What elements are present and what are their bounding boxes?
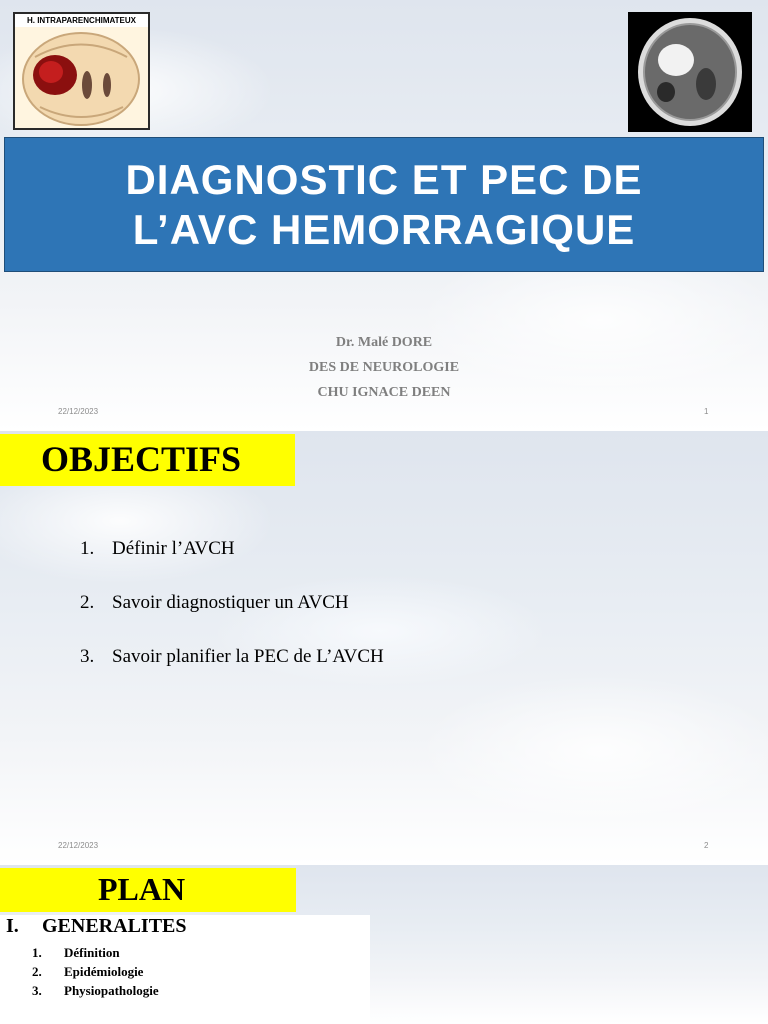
list-item-number: 2.	[80, 592, 95, 613]
title-box	[4, 137, 764, 272]
list-item-text: Savoir planifier la PEC de L’AVCH	[112, 646, 384, 667]
brain-section-drawing	[15, 27, 148, 130]
list-item-number: 3.	[80, 646, 95, 667]
plan-heading: PLAN	[98, 871, 186, 907]
slide-date: 22/12/2023	[58, 407, 99, 416]
plan-subitem-number: 3.	[32, 983, 42, 998]
brain-image-caption: H. INTRAPARENCHIMATEUX	[15, 14, 148, 27]
plan-section-number: I.	[6, 915, 19, 937]
list-item-number: 1.	[80, 538, 95, 559]
ct-scan-drawing	[628, 12, 752, 132]
slide-date: 22/12/2023	[58, 841, 99, 850]
list-item	[80, 646, 384, 668]
plan-subitem-text: Physiopathologie	[64, 983, 159, 998]
plan-subitem	[32, 983, 159, 999]
slide-3	[0, 865, 768, 1024]
plan-subitem-text: Définition	[64, 945, 120, 960]
plan-section-title: GENERALITES	[42, 915, 187, 937]
slide-2	[0, 431, 768, 865]
brain-ct-scan-image	[628, 12, 752, 132]
author-institution: CHU IGNACE DEEN	[317, 385, 451, 400]
brain-section-image	[13, 12, 150, 130]
objectives-banner	[0, 434, 295, 486]
slide-number: 1	[704, 407, 709, 416]
author-name: Dr. Malé DORE	[335, 335, 433, 350]
list-item	[80, 592, 349, 614]
title-line-1: DIAGNOSTIC ET PEC DE	[125, 155, 643, 203]
slide-1	[0, 0, 768, 431]
list-item-text: Savoir diagnostiquer un AVCH	[112, 592, 349, 613]
plan-subitem	[32, 945, 120, 961]
plan-panel	[0, 915, 370, 1024]
plan-subitem	[32, 964, 143, 980]
author-specialty: DES DE NEUROLOGIE	[308, 360, 460, 375]
plan-subitem-text: Epidémiologie	[64, 964, 144, 979]
slide-number: 2	[704, 841, 709, 850]
plan-banner	[0, 868, 296, 912]
list-item	[80, 538, 235, 560]
plan-subitem-number: 2.	[32, 964, 42, 979]
plan-subitem-number: 1.	[32, 945, 42, 960]
objectives-heading: OBJECTIFS	[41, 439, 242, 479]
list-item-text: Définir l’AVCH	[112, 538, 235, 559]
title-line-2: L’AVC HEMORRAGIQUE	[132, 205, 636, 253]
plan-section	[6, 915, 187, 938]
